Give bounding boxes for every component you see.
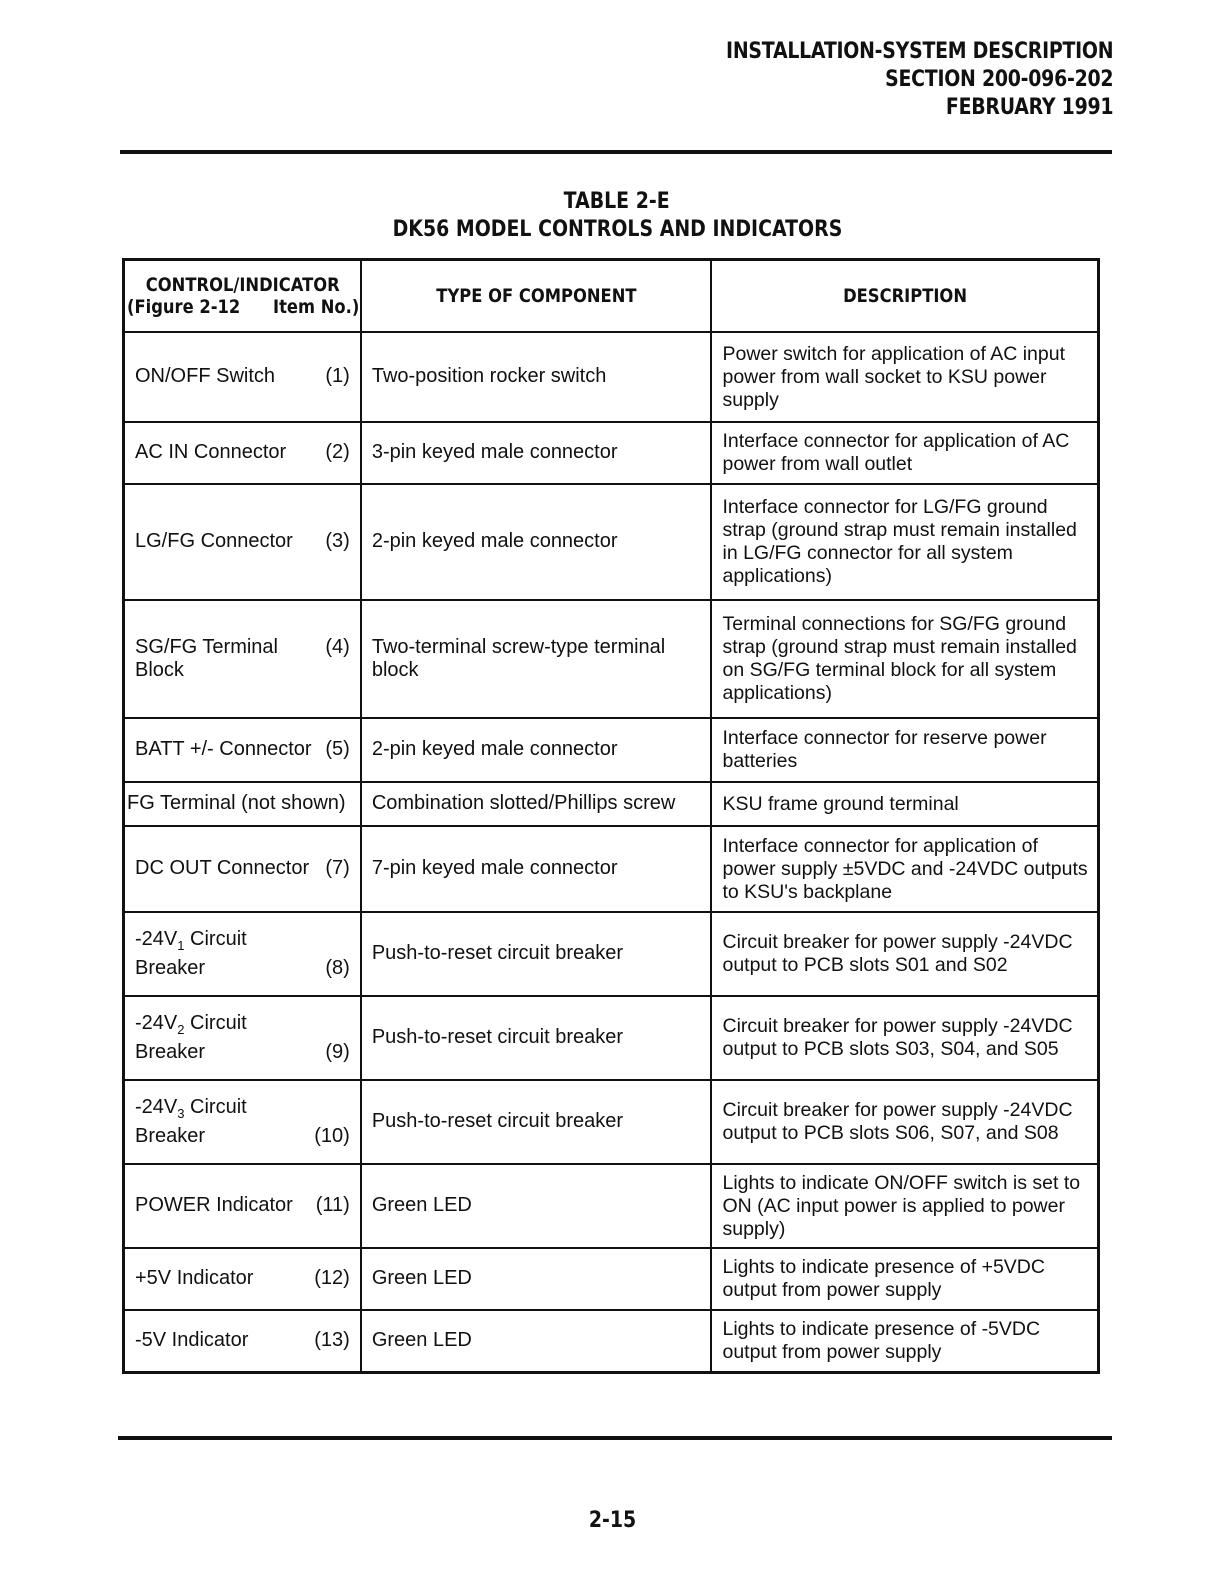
header-date: FEBRUARY 1991 (945, 95, 1113, 120)
item-number: (5) (325, 738, 350, 761)
header-section: SECTION 200-096-202 (884, 67, 1113, 92)
table-caption: DK56 MODEL CONTROLS AND INDICATORS (392, 217, 842, 242)
control-name: FG Terminal (not shown) (127, 792, 346, 815)
control-name: SG/FG Terminal Block (135, 635, 278, 681)
control-cell (124, 600, 361, 718)
control-name: AC IN Connector (135, 441, 287, 464)
description-cell: Interface connector for reserve power batteries (711, 718, 1098, 782)
control-name: LG/FG Connector (135, 530, 293, 553)
component-type-cell: 3-pin keyed male connector (361, 422, 712, 484)
table-row (124, 996, 1099, 1080)
component-type-cell: 2-pin keyed male connector (361, 484, 712, 600)
item-number: (9) (325, 1041, 350, 1063)
description-cell: Interface connector for LG/FG ground strap (ground strap must remain installed in LG/FG connector for all system applications) (711, 484, 1098, 600)
item-number: (2) (325, 441, 350, 464)
component-type-cell: Push-to-reset circuit breaker (361, 1080, 712, 1164)
component-type-cell: Two-terminal screw-type terminal block (361, 600, 712, 718)
item-number: (7) (325, 857, 350, 880)
table-row (124, 422, 1099, 484)
column-header-description: DESCRIPTION (711, 260, 1098, 333)
control-cell (124, 1248, 361, 1310)
control-cell (124, 1080, 361, 1164)
table-row (124, 826, 1099, 912)
control-cell (124, 996, 361, 1080)
description-cell: KSU frame ground terminal (711, 782, 1098, 826)
description-cell: Lights to indicate presence of -5VDC output from power supply (711, 1310, 1098, 1372)
component-type-cell: Push-to-reset circuit breaker (361, 996, 712, 1080)
table-row (124, 1164, 1099, 1248)
table-header-row (124, 260, 1099, 333)
component-type-cell: Green LED (361, 1248, 712, 1310)
control-cell (124, 484, 361, 600)
table-row (124, 1080, 1099, 1164)
description-cell: Terminal connections for SG/FG ground strap (ground strap must remain installed on SG/FG terminal block for all system applications) (711, 600, 1098, 718)
description-cell: Circuit breaker for power supply -24VDC output to PCB slots S01 and S02 (711, 912, 1098, 996)
table-row (124, 600, 1099, 718)
control-cell (124, 332, 361, 422)
control-name: -5V Indicator (135, 1329, 249, 1351)
description-cell: Circuit breaker for power supply -24VDC output to PCB slots S03, S04, and S05 (711, 996, 1098, 1080)
column-header-item: Item No.) (272, 296, 360, 318)
control-name: POWER Indicator (135, 1194, 293, 1217)
component-type-cell: 2-pin keyed male connector (361, 718, 712, 782)
control-cell (124, 1310, 361, 1372)
control-cell (124, 912, 361, 996)
control-cell (124, 1164, 361, 1248)
control-name: BATT +/- Connector (135, 738, 312, 761)
component-type-cell: Green LED (361, 1164, 712, 1248)
control-cell (124, 422, 361, 484)
item-number: (4) (325, 635, 350, 658)
item-number: (8) (325, 957, 350, 979)
page-number: 2-15 (588, 1508, 637, 1533)
control-cell (124, 718, 361, 782)
control-name: +5V Indicator (135, 1267, 254, 1290)
description-cell: Lights to indicate ON/OFF switch is set to ON (AC input power is applied to power supply) (711, 1164, 1098, 1248)
control-name: ON/OFF Switch (135, 365, 276, 388)
item-number: (11) (315, 1194, 350, 1217)
column-header-figure: (Figure 2-12 (127, 296, 241, 318)
table-row (124, 1248, 1099, 1310)
bottom-rule (118, 1436, 1112, 1440)
component-type-cell: 7-pin keyed male connector (361, 826, 712, 912)
control-name: $-24V_3$ Circuit Breaker (135, 1095, 247, 1147)
description-cell: Lights to indicate presence of +5VDC output from power supply (711, 1248, 1098, 1310)
component-type-cell: Push-to-reset circuit breaker (361, 912, 712, 996)
description-cell: Power switch for application of AC input power from wall socket to KSU power supply (711, 332, 1098, 422)
component-type-cell: Two-position rocker switch (361, 332, 712, 422)
component-type-cell: Green LED (361, 1310, 712, 1372)
component-type-cell: Combination slotted/Phillips screw (361, 782, 712, 826)
table-row (124, 782, 1099, 826)
header-title: INSTALLATION-SYSTEM DESCRIPTION (725, 39, 1113, 64)
table-row (124, 1310, 1099, 1372)
item-number: (3) (325, 530, 350, 553)
item-number: (10) (314, 1125, 350, 1147)
description-cell: Circuit breaker for power supply -24VDC output to PCB slots S06, S07, and S08 (711, 1080, 1098, 1164)
table-row (124, 718, 1099, 782)
control-cell (124, 782, 361, 826)
description-cell: Interface connector for application of power supply ±5VDC and -24VDC outputs to KSU's backplane (711, 826, 1098, 912)
table-row (124, 332, 1099, 422)
table-row (124, 912, 1099, 996)
column-header-type: TYPE OF COMPONENT (361, 260, 712, 333)
column-header-control (124, 260, 361, 333)
table-title (122, 188, 1112, 244)
item-number: (13) (314, 1329, 350, 1351)
control-cell (124, 826, 361, 912)
control-name: DC OUT Connector (135, 857, 310, 880)
item-number: (12) (314, 1267, 350, 1290)
item-number: (1) (325, 365, 350, 388)
column-header-control-label: CONTROL/INDICATOR (145, 274, 340, 296)
control-name: $-24V_2$ Circuit Breaker (135, 1011, 247, 1063)
page-header (726, 38, 1113, 122)
top-rule (120, 150, 1112, 154)
table-number: TABLE 2-E (563, 189, 671, 214)
control-name: $-24V_1$ Circuit Breaker (135, 927, 247, 979)
description-cell: Interface connector for application of AC power from wall outlet (711, 422, 1098, 484)
table-row (124, 484, 1099, 600)
controls-indicators-table (122, 258, 1100, 1374)
